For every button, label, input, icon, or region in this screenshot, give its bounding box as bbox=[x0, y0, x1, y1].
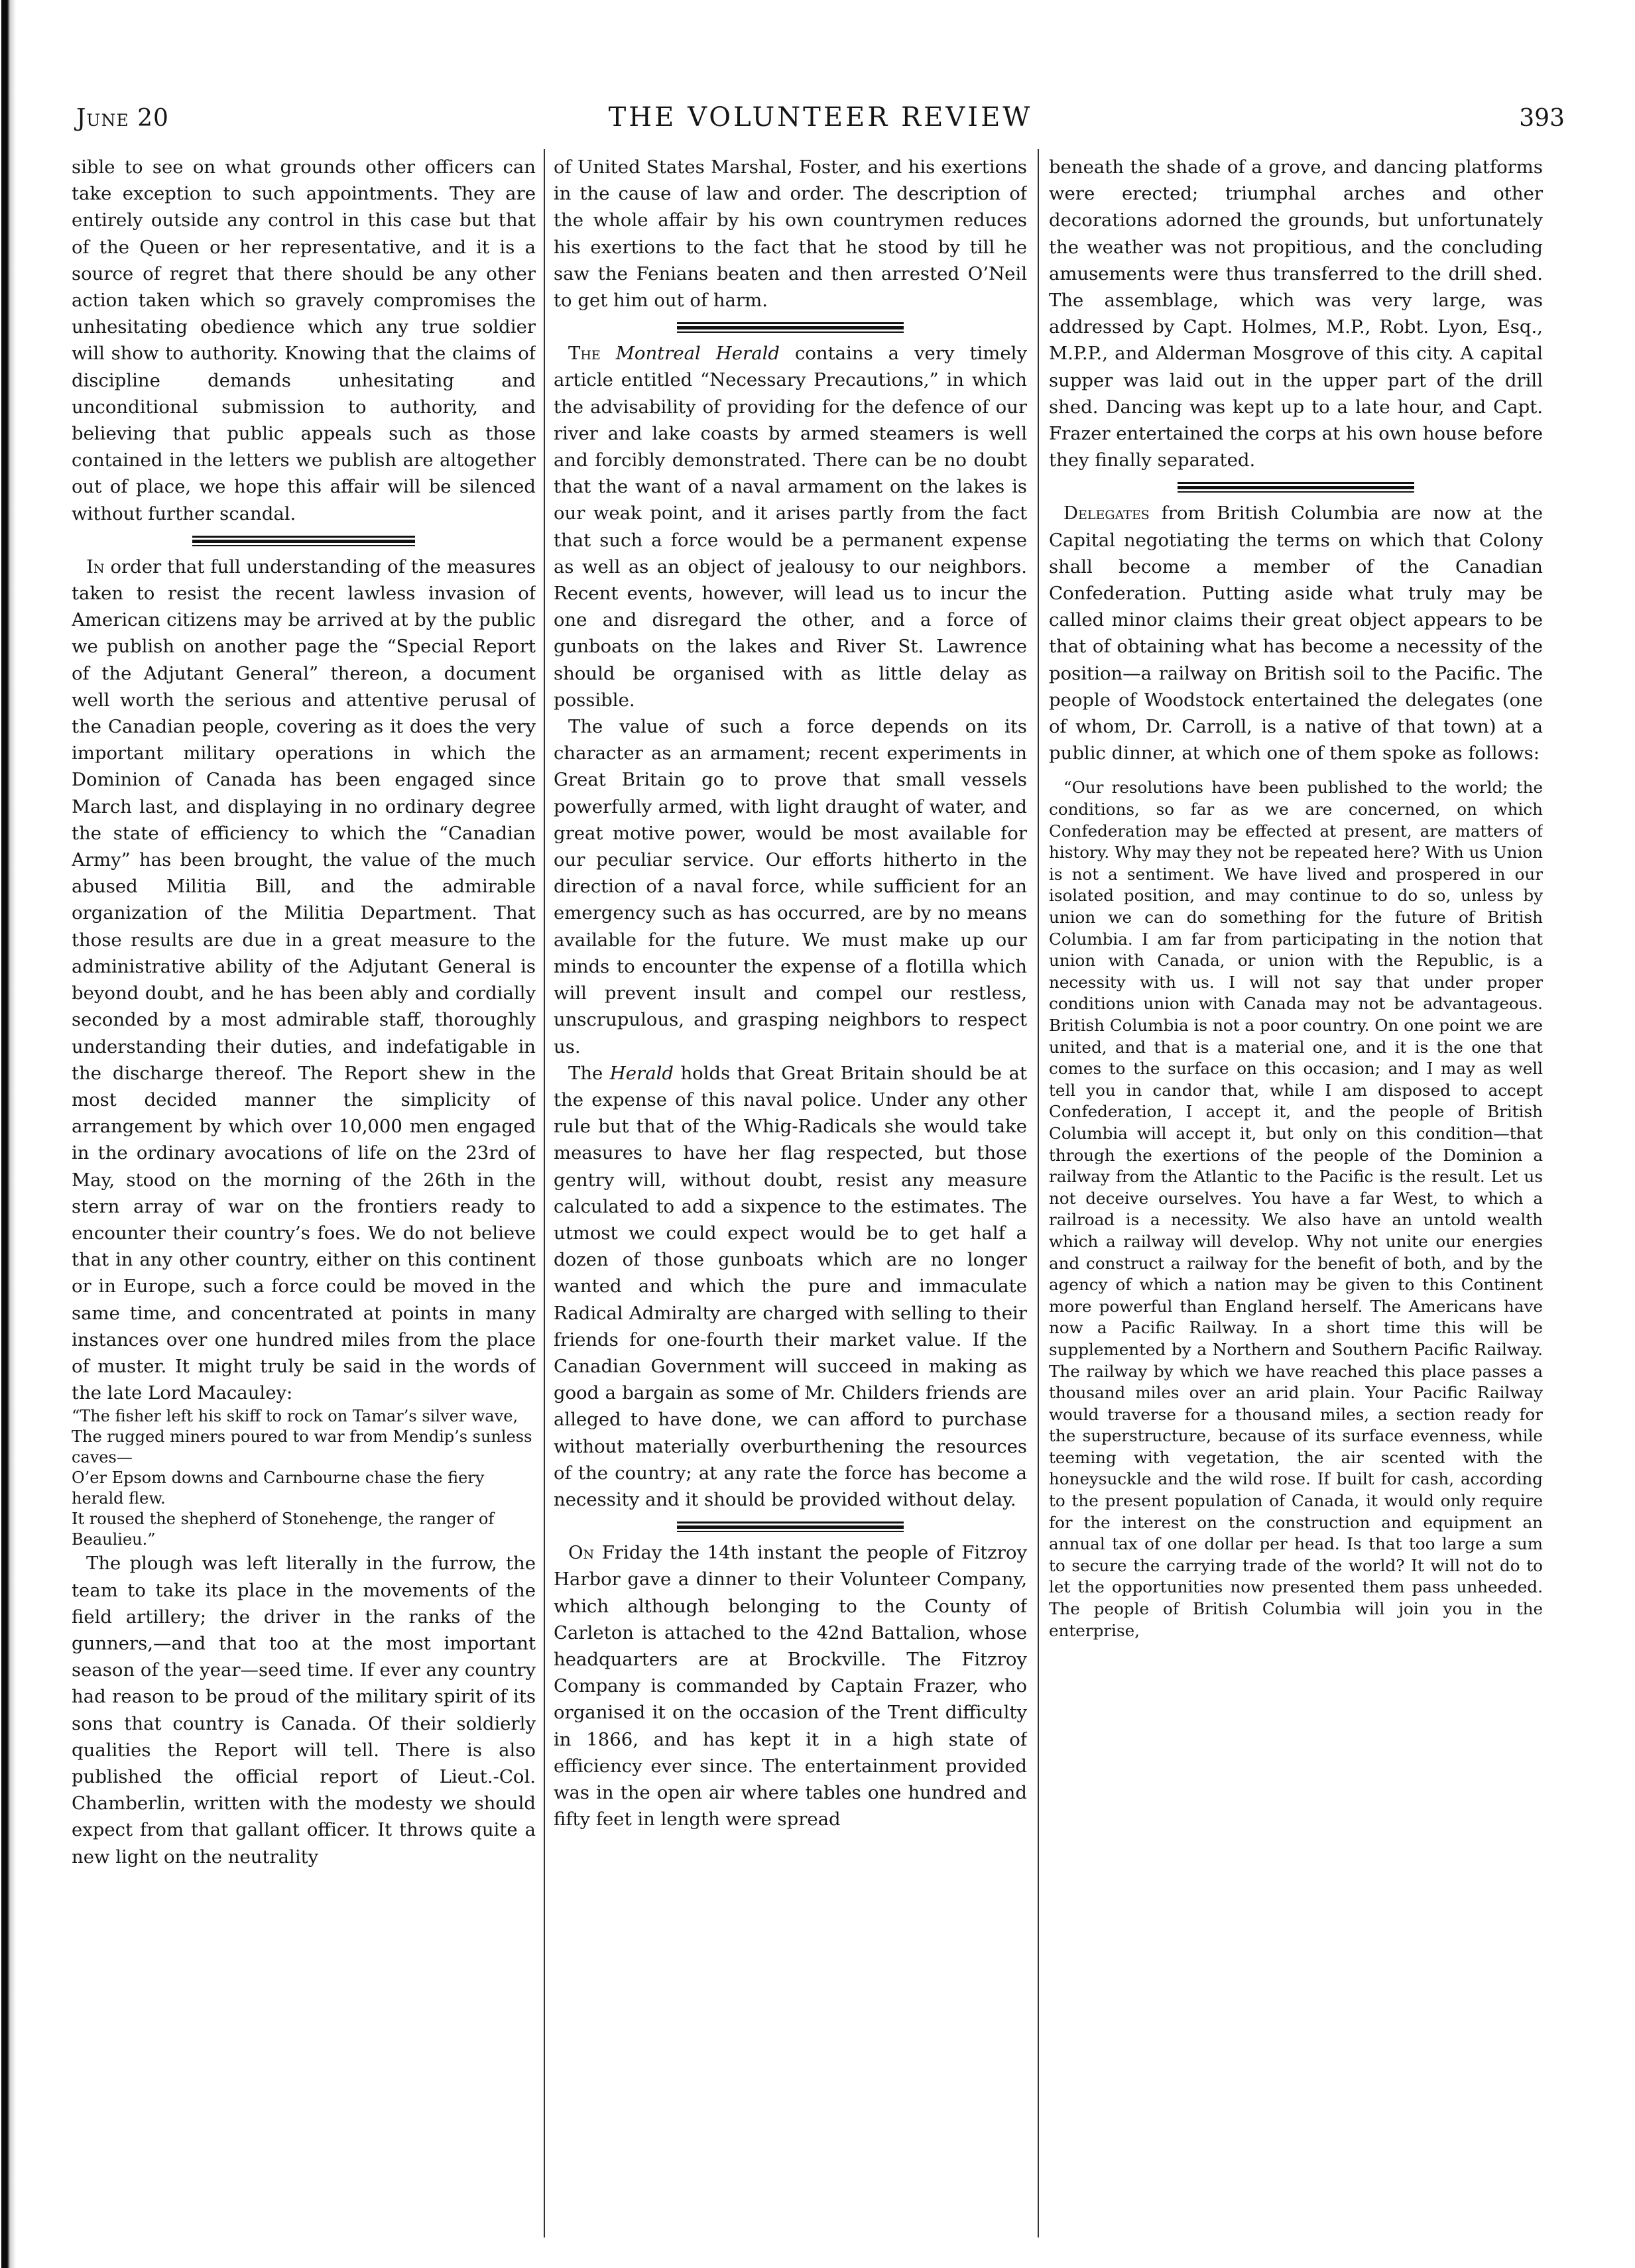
verse-line: It roused the shepherd of Stonehenge, the ranger of Beaulieu.” bbox=[72, 1510, 495, 1549]
column-2 bbox=[554, 154, 1027, 2242]
quoted-speech: “Our resolutions have been published to the world; the conditions, so far as we are concerned, on which Confederation may be effected at present, are matters of history. Why may they not be repeated here? With us Union is not a sentiment. We have lived and prospered in our isolated position, and may continue to do so, unless by union we can do something for the future of British Columbia. I am far from participating in the notion that union with Canada, or union with the Republic, is a necessity with us. I will not say that under proper conditions union with Canada may not be advantageous. British Columbia is not a poor country. On one point we are united, and that is a material one, and it is the one that comes to the surface on this occasion; and I may as well tell you in candor that, while I am disposed to accept Confederation, I accept it, and the people of British Columbia will accept it, but only on this condition—that through the exertions of the people of the Dominion a railway from the Atlantic to the Pacific is the result. Let us not deceive ourselves. You have a far West, to which a railroad is a necessity. We also have an untold wealth which a railway will develop. Why not unite our energies and construct a railway for the benefit of both, and by the agency of which a nation may be given to this Continent more powerful than England herself. The Americans have now a Pacific Railway. In a short time this will be supplemented by a Northern and Southern Pacific Railway. The railway by which we have reached this place passes a thousand miles over an arid plain. Your Pacific Railway would traverse for a thousand miles, a section ready for the superstructure, because of its surface evenness, while teeming with vegetation, the air scented with the honeysuckle and the wild rose. If built for cash, according to the present population of Canada, it would only require for the interest on the construction and equipment an annual tax of one dollar per head. Is that too large a sum to secure the carrying trade of the world? It will not do to let the opportunities now presented them pass unheeded. The people of British Columbia will join you in the enterprise, bbox=[1049, 778, 1543, 1640]
article-paragraph: The value of such a force depends on its character as an armament; recent experiments in Great Britain go to prove that small vessels powerfully armed, with light draught of water, and great motive power, would be most available for our peculiar service. Our efforts hitherto in the direction of a naval force, while sufficient for an emergency such as has occurred, are by no means available for the future. We must make up our minds to encounter the expense of a flotilla which will prevent insult and compel our restless, unscrupulous, and grasping neighbors to respect us. bbox=[554, 716, 1027, 1057]
article-paragraph: Delegates from British Columbia are now at the Capital negotiating the terms on which that Colony shall become a member of the Canadian Confederation. Putting aside what truly may be called minor claims their great object appears to be that of obtaining what has become a necessity of the position—a railway on British soil to the Pacific. The people of Woodstock entertained the delegates (one of whom, Dr. Carroll, is a native of that town) at a public dinner, at which one of them spoke as follows: bbox=[1049, 503, 1543, 764]
verse-line: The rugged miners poured to war from Mendip’s sunless caves— bbox=[72, 1427, 532, 1467]
verse-line: O’er Epsom downs and Carnbourne chase the fiery herald flew. bbox=[72, 1468, 485, 1508]
article-paragraph: sible to see on what grounds other officers can take exception to such appointments. They are entirely outside any control in this case but that of the Queen or her representative, and it is a source of regret that there should be any other action taken which so gravely compromises the unhesitating obedience which any true soldier will show to authority. Knowing that the claims of discipline demands unhesitating and unconditional submission to authority, and believing that public appeals such as those contained in the letters we publish are altogether out of place, we hope this affair will be silenced without further scandal. bbox=[72, 156, 536, 524]
column-rule bbox=[1038, 149, 1039, 2238]
section-divider bbox=[72, 527, 536, 554]
drop-word: On bbox=[568, 1542, 595, 1564]
article-paragraph: On Friday the 14th instant the people of Fitzroy Harbor gave a dinner to their Volunteer Company, which although belonging to the County of Carleton is attached to the 42nd Battalion, whose headquarters are at Brockville. The Fitzroy Company is commanded by Captain Frazer, who organised it on the occasion of the Trent difficulty in 1866, and has kept it in a high state of efficiency ever since. The entertainment provided was in the open air where tables one hundred and fifty feet in length were spread bbox=[554, 1542, 1027, 1830]
page-binding-edge bbox=[1, 0, 16, 2268]
section-divider bbox=[554, 314, 1027, 340]
column-1 bbox=[72, 154, 536, 2242]
article-paragraph: The Montreal Herald contains a very timely article entitled “Necessary Precautions,” in which the advisability of providing for the defence of our river and lake coasts by armed steamers is well and forcibly demonstrated. There can be no doubt that the want of a naval armament on the lakes is our weak point, and it arises partly from the fact that such a force would be a permanent expense as well as an object of jealousy to our neighbors. Recent events, however, will lead us to incur the one and disregard the other, and a force of gunboats on the lakes and River St. Lawrence should be organised with as little delay as possible. bbox=[554, 343, 1027, 711]
article-paragraph: The Herald holds that Great Britain should be at the expense of this naval police. Under any other rule but that of the Whig-Radicals she would take measures to have her flag respected, but those gentry will, without doubt, resist any measure calculated to add a sixpence to the estimates. The utmost we could expect would be to get half a dozen of those gunboats which are no longer wanted and which the pure and immaculate Radical Admiralty are charged with selling to their friends for one-fourth their market value. If the Canadian Government will succeed in making as good a bargain as some of Mr. Childers friends are alleged to have done, we can afford to purchase without materially overburthening the resources of the country; at any rate the force has become a necessity and it should be provided without delay. bbox=[554, 1062, 1027, 1510]
column-rule bbox=[544, 149, 545, 2238]
page-number: 393 bbox=[1519, 105, 1565, 132]
verse-line: “The fisher left his skiff to rock on Tamar’s silver wave, bbox=[72, 1407, 518, 1426]
article-paragraph: of United States Marshal, Foster, and his exertions in the cause of law and order. The description of the whole affair by his own countrymen reduces his exertions to the fact that he stood by till he saw the Fenians beaten and then arrested O’Neil to get him out of harm. bbox=[554, 156, 1027, 312]
article-paragraph: beneath the shade of a grove, and dancing platforms were erected; triumphal arches and other decorations adorned the grounds, but unfortunately the weather was not propitious, and the concluding amusements were thus transferred to the drill shed. The assemblage, which was very large, was addressed by Capt. Holmes, M.P., Robt. Lyon, Esq., M.P.P., and Alderman Mosgrove of this city. A capital supper was laid out in the upper part of the drill shed. Dancing was kept up to a late hour, and Capt. Frazer entertained the corps at his own house before they finally separated. bbox=[1049, 156, 1543, 471]
publication-title: THE VOLUNTEER REVIEW bbox=[608, 102, 1033, 133]
newspaper-name: Herald bbox=[609, 1062, 674, 1084]
drop-word: Delegates bbox=[1063, 503, 1150, 524]
verse-quote bbox=[72, 1406, 536, 1550]
column-3 bbox=[1049, 154, 1543, 2242]
drop-word: In bbox=[86, 556, 105, 577]
running-head bbox=[76, 99, 1565, 139]
section-divider bbox=[1049, 473, 1543, 500]
newspaper-name: Montreal Herald bbox=[615, 343, 780, 365]
article-paragraph: The plough was left literally in the furrow, the team to take its place in the movements of the field artillery; the driver in the ranks of the gunners,—and that too at the most important season of the year—seed time. If ever any country had reason to be proud of the military spirit of its sons that country is Canada. Of their soldierly qualities the Report will tell. There is also published the official report of Lieut.-Col. Chamberlin, written with the modesty we should expect from that gallant officer. It throws quite a new light on the neutrality bbox=[72, 1553, 536, 1868]
issue-date: June 20 bbox=[76, 105, 169, 132]
section-divider bbox=[554, 1513, 1027, 1539]
drop-word: The bbox=[568, 343, 601, 365]
article-paragraph: In order that full understanding of the measures taken to resist the recent lawless invasion of American citizens may be arrived at by the public we publish on another page the “Special Report of the Adjutant General” thereon, a document well worth the serious and attentive perusal of the Canadian people, covering as it does the very important military operations in which the Dominion of Canada has been engaged since March last, and displaying in no ordinary degree the state of efficiency to which the “Canadian Army” has been brought, the value of the much abused Militia Bill, and the admirable organization of the Militia Department. That those results are due in a great measure to the administrative ability of the Adjutant General is beyond doubt, and he has been ably and cordially seconded by a most admirable staff, thoroughly understanding their duties, and indefatigable in the discharge thereof. The Report shew in the most decided manner the simplicity of arrangement by which over 10,000 men engaged in the ordinary avocations of life on the 23rd of May, stood on the morning of the 26th in the stern array of war on the frontiers ready to encounter their country’s foes. We do not believe that in any other country, either on this continent or in Europe, such a force could be moved in the same time, and concentrated at points in many instances over one hundred miles from the place of muster. It might truly be said in the words of the late Lord Macauley: bbox=[72, 556, 536, 1404]
